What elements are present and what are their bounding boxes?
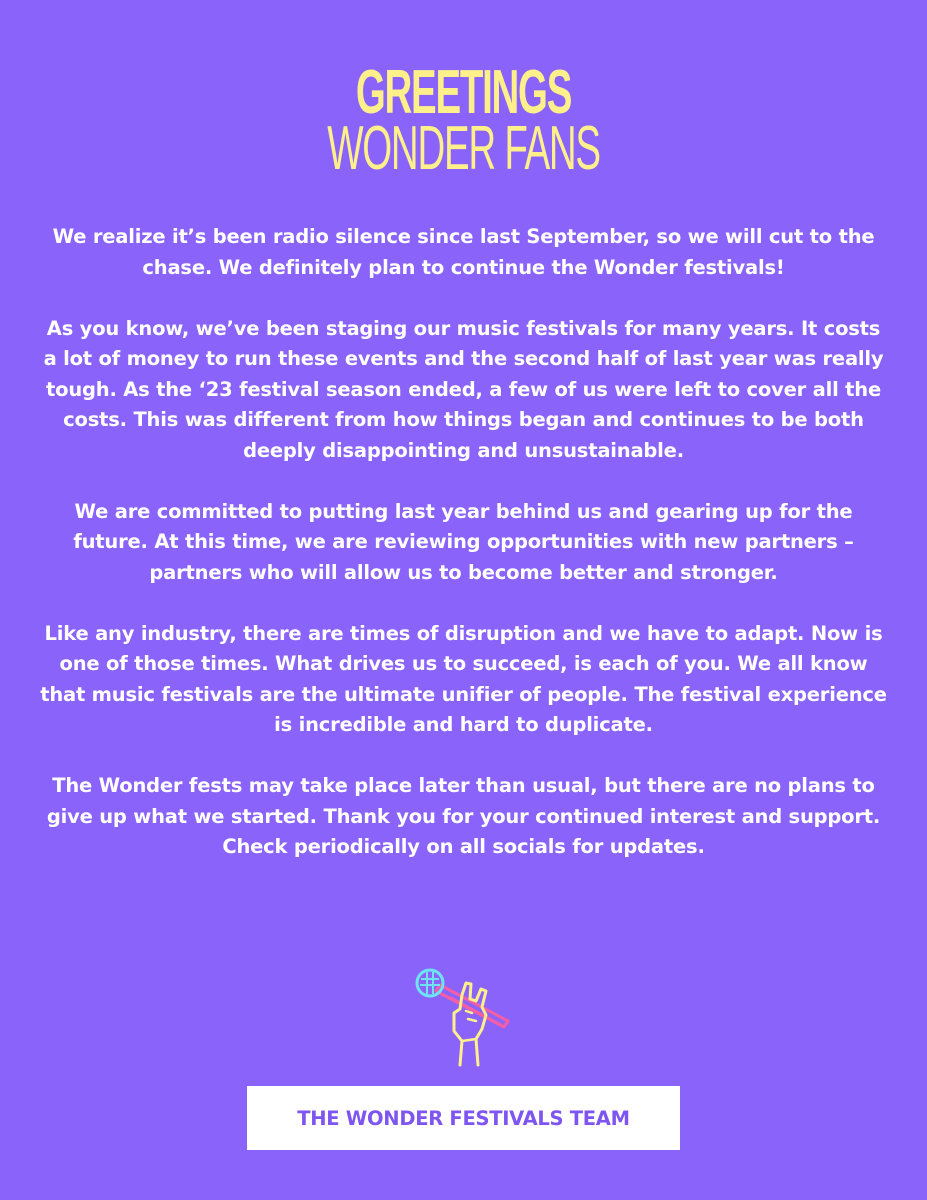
paragraph-3: We are committed to putting last year behind us and gearing up for the future. At this time, we are reviewing opportunities with new partners – partners who will allow us to become better and stronger. [73,499,854,584]
signature-box [247,1086,680,1150]
paragraph-5: The Wonder fests may take place later than usual, but there are no plans to give up what we started. Thank you for your continued interest and support. Check periodically on all socials for updates. [46,774,881,858]
letter-body [40,222,887,893]
signature-label: THE WONDER FESTIVALS TEAM [297,1106,630,1130]
paragraph-2: As you know, we’ve been staging our music festivals for many years. It costs a lot of money to run these events and the second half of last year was really tough. As the ‘23 festival season ended, a few of us were left to cover all the costs. This was different from how things began and continues to be both deeply disappointing and unsustainable. [43,316,884,462]
headline-wonder-fans: WONDER FANS [327,114,600,183]
paragraph-4: Like any industry, there are times of disruption and we have to adapt. Now is one of those times. What drives us to succeed, is each of you. We all know that music festivals are the ultimate unifier of people. The festival experience is incredible and hard to duplicate. [40,621,887,736]
headline-greetings: GREETINGS [355,58,572,127]
paragraph-1: We realize it’s been radio silence since last September, so we will cut to the chase. We definitely plan to continue the Wonder festivals! [52,225,875,279]
hand-holding-microphone-icon [410,965,518,1067]
